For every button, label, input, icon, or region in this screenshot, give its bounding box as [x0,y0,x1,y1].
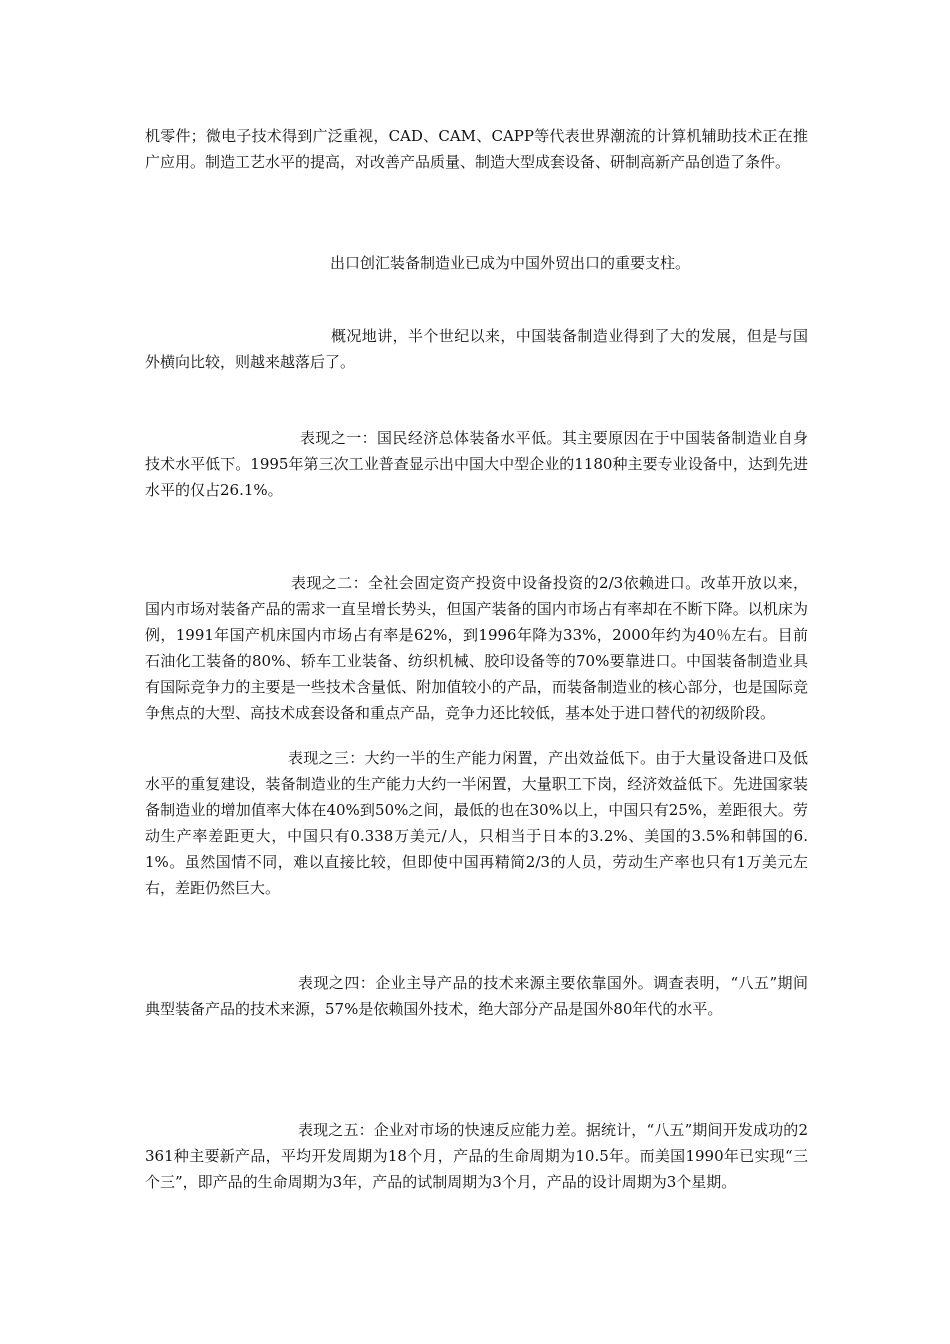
paragraph-3: 概况地讲，半个世纪以来，中国装备制造业得到了大的发展，但是与国外横向比较，则越来越落后了。 [145,327,808,371]
paragraph-8: 表现之五：企业对市场的快速反应能力差。据统计，“八五”期间开发成功的2361种主要新产品，平均开发周期为18个月，产品的生命周期为10.5年。而美国1990年已实现“三个三”，即产品的生命周期为3年，产品的试制周期为3个月，产品的设计周期为3个星期。 [145,1121,808,1191]
paragraph-4: 表现之一：国民经济总体装备水平低。其主要原因在于中国装备制造业自身技术水平低下。1995年第三次工业普查显示出中国大中型企业的1180种主要专业设备中，达到先进水平的仅占26.1%。 [145,429,808,499]
paragraph-6: 表现之三：大约一半的生产能力闲置，产出效益低下。由于大量设备进口及低水平的重复建设，装备制造业的生产能力大约一半闲置，大量职工下岗，经济效益低下。先进国家装备制造业的增加值率大体在40%到50%之间，最低的也在30%以上，中国只有25%，差距很大。劳动生产率差距更大，中国只有0.338万美元/人，只相当于日本的3.2%、美国的3.5%和韩国的6.1%。虽然国情不同，难以直接比较，但即使中国再精简2/3的人员，劳动生产率也只有1万美元左右，差距仍然巨大。 [145,749,808,897]
paragraph-5: 表现之二：全社会固定资产投资中设备投资的2/3依赖进口。改革开放以来，国内市场对装备产品的需求一直呈增长势头，但国产装备的国内市场占有率却在不断下降。以机床为例，1991年国产机床国内市场占有率是62%，到1996年降为33%，2000年约为40％左右。目前石油化工装备的80%、轿车工业装备、纺织机械、胶印设备等的70%要靠进口。中国装备制造业具有国际竞争力的主要是一些技术含量低、附加值较小的产品，而装备制造业的核心部分，也是国际竞争焦点的大型、高技术成套设备和重点产品，竞争力还比较低，基本处于进口替代的初级阶段。 [145,574,808,722]
paragraph-7: 表现之四：企业主导产品的技术来源主要依靠国外。调查表明，“八五”期间典型装备产品的技术来源，57%是依赖国外技术，绝大部分产品是国外80年代的水平。 [145,974,808,1018]
paragraph-1: 机零件；微电子技术得到广泛重视，CAD、CAM、CAPP等代表世界潮流的计算机辅助技术正在推广应用。制造工艺水平的提高，对改善产品质量、制造大型成套设备、研制高新产品创造了条件。 [145,127,808,171]
paragraph-2: 出口创汇装备制造业已成为中国外贸出口的重要支柱。 [330,254,691,272]
